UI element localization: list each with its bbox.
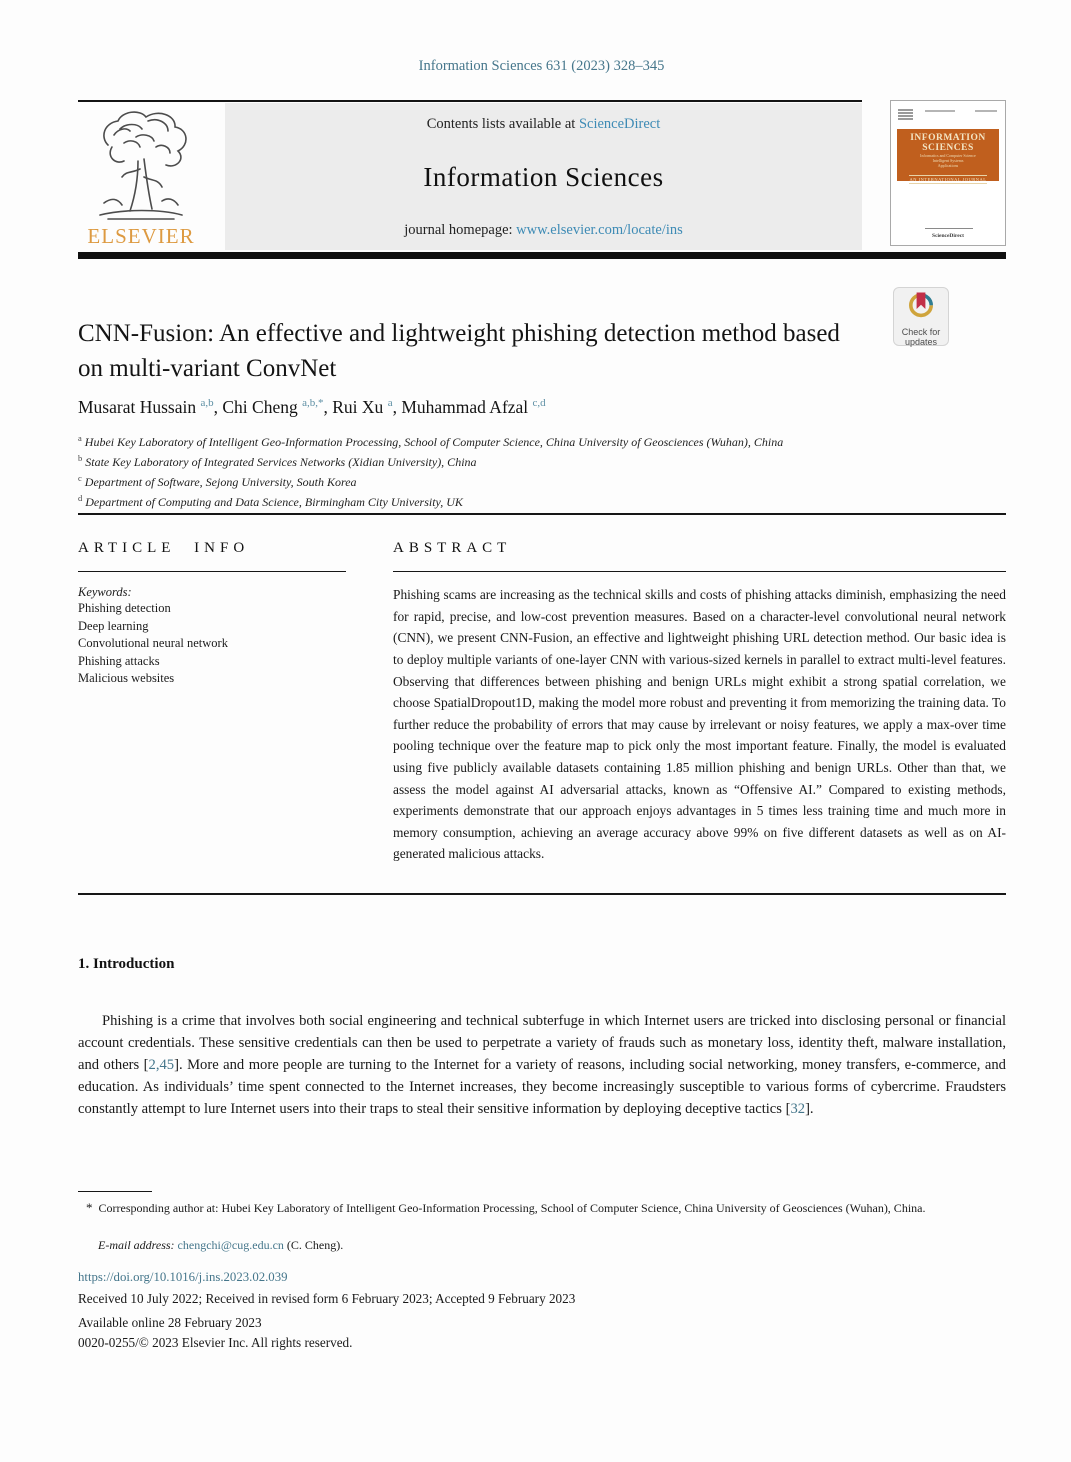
- cover-brand: ScienceDirect: [932, 233, 964, 239]
- corresponding-author-footnote: [78, 1199, 1006, 1217]
- author-sep: ,: [323, 397, 333, 417]
- article-title: CNN-Fusion: An effective and lightweight phishing detection method based on multi-variant ConvNet: [78, 320, 840, 382]
- author: [78, 397, 222, 417]
- header-bottom-bar: [78, 252, 1006, 259]
- author-sep: ,: [213, 397, 223, 417]
- cover-brand-rule: [925, 228, 973, 229]
- author: [401, 397, 545, 417]
- crossmark-label: [894, 327, 948, 347]
- cover-microtext-left: [925, 110, 955, 112]
- footnote-rule: [78, 1191, 152, 1192]
- homepage-label: journal homepage:: [404, 222, 517, 238]
- doi-link[interactable]: https://doi.org/10.1016/j.ins.2023.02.039: [78, 1270, 288, 1284]
- citation-ref-32[interactable]: 32: [790, 1101, 806, 1117]
- keyword: Malicious websites: [78, 671, 175, 686]
- affiliation-list: [78, 430, 978, 510]
- affiliation-sup: c: [78, 473, 82, 483]
- affiliation: [78, 490, 978, 510]
- citation-ref-2-45[interactable]: 2,45: [148, 1057, 175, 1073]
- section-heading-introduction: 1. Introduction: [78, 956, 175, 972]
- journal-title: Information Sciences: [423, 162, 664, 192]
- crossmark-icon: [906, 308, 936, 325]
- abstract-bottom-rule: [78, 893, 1006, 895]
- elsevier-tree-icon: [78, 107, 204, 223]
- homepage-link[interactable]: www.elsevier.com/locate/ins: [516, 222, 683, 238]
- affiliation-text: Department of Software, Sejong University, South Korea: [81, 475, 357, 489]
- affiliation-sup: b: [78, 453, 83, 463]
- author-sep: ,: [392, 397, 402, 417]
- author-sup: a,b,*: [302, 397, 324, 410]
- footnote-text: Corresponding author at: Hubei Key Laboratory of Intelligent Geo-Information Processing, School of Computer Science, China University of Geosciences (Wuhan), China.: [98, 1201, 926, 1215]
- affiliation-text: State Key Laboratory of Integrated Services Networks (Xidian University), China: [82, 455, 477, 469]
- header-top-rule: [78, 100, 862, 102]
- crossmark-label-line1: Check for: [901, 327, 941, 337]
- copyright-line: 0020-0255/© 2023 Elsevier Inc. All rights reserved.: [78, 1335, 353, 1350]
- check-for-updates-badge[interactable]: [893, 287, 949, 346]
- keyword: Phishing attacks: [78, 653, 160, 668]
- author-sup: a: [387, 397, 393, 410]
- received-dates: Received 10 July 2022; Received in revised form 6 February 2023; Accepted 9 February 2023: [78, 1291, 576, 1306]
- author-name: Chi Cheng: [222, 397, 298, 417]
- cover-orange-panel: [897, 129, 999, 181]
- email-label: E-mail address:: [98, 1238, 178, 1252]
- intro-text: ]. More and more people are turning to the Internet for a variety of reasons, including social networking, money transfers, e-commerce, and education. As individuals’ time spent connected to the Internet increases, they become increasingly susceptible to various forms of cybercrime. Fraudsters constantly attempt to lure Internet users into their traps to steal their sensitive information by deploying deceptive tactics [: [78, 1057, 1006, 1117]
- article-info-heading-rule: [78, 571, 346, 572]
- journal-banner: [225, 103, 862, 250]
- email-suffix: (C. Cheng).: [283, 1238, 344, 1252]
- email-link[interactable]: chengchi@cug.edu.cn: [177, 1238, 284, 1252]
- keywords-label: Keywords:: [78, 585, 132, 600]
- affiliation: [78, 470, 978, 490]
- contents-prefix: Contents lists available at: [426, 116, 579, 132]
- keyword: Deep learning: [78, 618, 149, 633]
- author-sup: c,d: [532, 397, 546, 410]
- author-name: Rui Xu: [332, 397, 384, 417]
- article-info-section: [78, 540, 346, 688]
- affiliation-text: Department of Computing and Data Science, Birmingham City University, UK: [82, 495, 463, 509]
- abstract-text: Phishing scams are increasing as the technical skills and costs of phishing attacks diminish, emphasizing the need for rapid, precise, and low-cost prevention measures. Based on a character-level convolutional neural network (CNN), we present CNN-Fusion, an effective and lightweight phishing URL detection method. Our basic idea is to deploy multiple variants of one-layer CNN with various-sized kernels in parallel to extract multi-level features. Observing that differences between phishing and benign URLs might exhibit a strong spatial correlation, we choose SpatialDropout1D, making the model more robust and preventing it from memorizing the training data. To further reduce the probability of errors that may cause by irrelevant or noisy features, we apply a max-over time pooling technique over the feature map to pick only the most important feature. Finally, the model is evaluated using five publicly available datasets containing 1.85 million phishing and benign URLs. Other than that, we assess the model against AI adversarial attacks, known as “Offensive AI.” Compared to existing methods, experiments demonstrate that our approach enjoys advantages in 5 times less training time and much more in memory consumption, achieving an average accuracy above 99% on five different datasets as well as on AI-generated malicious attacks.: [393, 587, 1006, 862]
- cover-subtitle-2: Intelligent Systems: [932, 158, 964, 163]
- footnote-marker: *: [86, 1200, 93, 1215]
- keyword: Convolutional neural network: [78, 636, 228, 651]
- author-name: Muhammad Afzal: [401, 397, 529, 417]
- contents-line: [427, 116, 661, 133]
- author: [222, 397, 332, 417]
- elsevier-logo: [78, 107, 204, 249]
- author-sup: a,b: [200, 397, 214, 410]
- affiliation-text: Hubei Key Laboratory of Intelligent Geo-Information Processing, School of Computer Science, China University of Geosciences (Wuhan), China: [81, 435, 784, 449]
- cover-subtitle-3: Applications: [937, 163, 959, 168]
- abstract-heading: ABSTRACT: [393, 540, 512, 556]
- intro-text: Phishing is a crime that involves both social engineering and technical subterfuge in which Internet users are tricked into disclosing personal or financial account credentials. These sensitive credentials can then be used to perpetrate a variety of frauds such as monetary loss, identity theft, malware installation, and others [: [78, 1013, 1006, 1073]
- abstract-heading-rule: [393, 571, 1006, 572]
- intro-text: ].: [805, 1101, 814, 1117]
- affiliation: [78, 430, 978, 450]
- journal-cover-thumbnail[interactable]: [890, 100, 1006, 246]
- affiliation: [78, 450, 978, 470]
- abstract-section: [393, 540, 1006, 865]
- article-info-heading: ARTICLE INFO: [78, 540, 250, 556]
- sciencedirect-link[interactable]: ScienceDirect: [578, 116, 661, 132]
- cover-title-2: SCIENCES: [922, 143, 974, 153]
- info-section-top-rule: [78, 513, 1006, 515]
- author-list: [78, 397, 938, 418]
- running-head-citation: Information Sciences 631 (2023) 328–345: [418, 58, 665, 74]
- elsevier-wordmark: ELSEVIER: [87, 224, 195, 248]
- cover-microtext-right: [975, 110, 997, 112]
- keyword: Phishing detection: [78, 601, 171, 616]
- cover-title-1: INFORMATION: [910, 133, 986, 143]
- cover-subtitle-1: Informatics and Computer Science: [920, 153, 976, 158]
- homepage-line: [404, 222, 683, 239]
- cover-tagline: AN INTERNATIONAL JOURNAL: [909, 177, 987, 182]
- crossmark-label-line2: updates: [904, 337, 938, 347]
- available-online: Available online 28 February 2023: [78, 1315, 262, 1330]
- email-line: [98, 1238, 978, 1253]
- introduction-paragraph: [78, 1010, 1006, 1120]
- author: [332, 397, 401, 417]
- cover-stamp-icon: [898, 108, 913, 123]
- affiliation-sup: a: [78, 433, 82, 443]
- author-name: Musarat Hussain: [78, 397, 197, 417]
- affiliation-sup: d: [78, 493, 83, 503]
